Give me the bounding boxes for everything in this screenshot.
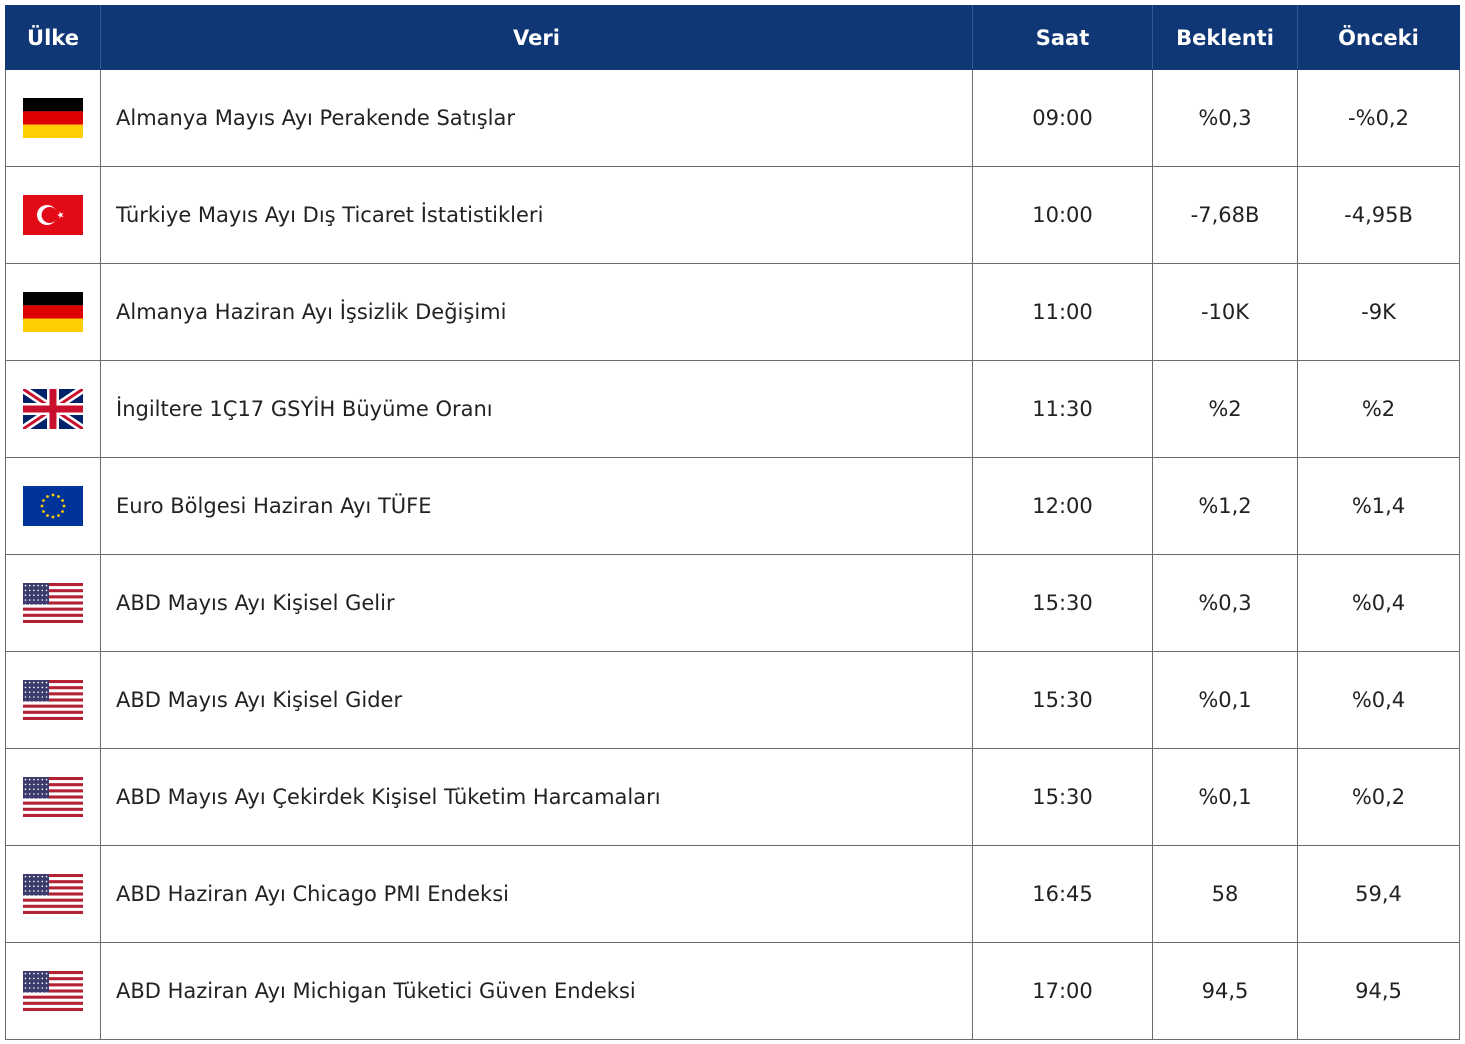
time-cell: 12:00 [973, 458, 1153, 555]
table-row [6, 652, 1460, 749]
table-row [6, 749, 1460, 846]
country-cell [6, 555, 101, 652]
previous-cell: -9K [1298, 264, 1460, 361]
header-data: Veri [101, 6, 973, 70]
previous-cell: -%0,2 [1298, 70, 1460, 167]
usa-flag-icon [23, 777, 83, 817]
data-cell: Almanya Haziran Ayı İşsizlik Değişimi [101, 264, 973, 361]
country-cell [6, 167, 101, 264]
usa-flag-icon [23, 874, 83, 914]
data-cell: ABD Mayıs Ayı Çekirdek Kişisel Tüketim Harcamaları [101, 749, 973, 846]
country-cell [6, 361, 101, 458]
previous-cell: -4,95B [1298, 167, 1460, 264]
data-cell: ABD Haziran Ayı Chicago PMI Endeksi [101, 846, 973, 943]
expected-cell: 94,5 [1153, 943, 1298, 1040]
header-country: Ülke [6, 6, 101, 70]
table-row [6, 458, 1460, 555]
table-row [6, 846, 1460, 943]
usa-flag-icon [23, 680, 83, 720]
previous-cell: %0,4 [1298, 555, 1460, 652]
usa-flag-icon [23, 583, 83, 623]
country-cell [6, 652, 101, 749]
data-cell: Türkiye Mayıs Ayı Dış Ticaret İstatistikleri [101, 167, 973, 264]
germany-flag-icon [23, 292, 83, 332]
country-cell [6, 70, 101, 167]
germany-flag-icon [23, 98, 83, 138]
previous-cell: %0,2 [1298, 749, 1460, 846]
country-cell [6, 264, 101, 361]
uk-flag-icon [23, 389, 83, 429]
time-cell: 09:00 [973, 70, 1153, 167]
country-cell [6, 846, 101, 943]
header-previous: Önceki [1298, 6, 1460, 70]
expected-cell: %0,1 [1153, 652, 1298, 749]
previous-cell: %1,4 [1298, 458, 1460, 555]
time-cell: 15:30 [973, 555, 1153, 652]
previous-cell: %0,4 [1298, 652, 1460, 749]
turkey-flag-icon [23, 195, 83, 235]
header-row [6, 6, 1460, 70]
time-cell: 15:30 [973, 749, 1153, 846]
expected-cell: -10K [1153, 264, 1298, 361]
data-cell: Euro Bölgesi Haziran Ayı TÜFE [101, 458, 973, 555]
expected-cell: %0,3 [1153, 70, 1298, 167]
expected-cell: %0,3 [1153, 555, 1298, 652]
data-cell: ABD Haziran Ayı Michigan Tüketici Güven Endeksi [101, 943, 973, 1040]
time-cell: 15:30 [973, 652, 1153, 749]
time-cell: 16:45 [973, 846, 1153, 943]
data-cell: ABD Mayıs Ayı Kişisel Gider [101, 652, 973, 749]
time-cell: 11:30 [973, 361, 1153, 458]
previous-cell: 59,4 [1298, 846, 1460, 943]
time-cell: 10:00 [973, 167, 1153, 264]
country-cell [6, 458, 101, 555]
expected-cell: %1,2 [1153, 458, 1298, 555]
table-row [6, 167, 1460, 264]
header-time: Saat [973, 6, 1153, 70]
data-cell: Almanya Mayıs Ayı Perakende Satışlar [101, 70, 973, 167]
country-cell [6, 749, 101, 846]
usa-flag-icon [23, 971, 83, 1011]
header-expected: Beklenti [1153, 6, 1298, 70]
expected-cell: 58 [1153, 846, 1298, 943]
table-row [6, 264, 1460, 361]
previous-cell: %2 [1298, 361, 1460, 458]
country-cell [6, 943, 101, 1040]
table-row [6, 361, 1460, 458]
expected-cell: %2 [1153, 361, 1298, 458]
economic-calendar-table [5, 5, 1460, 1040]
eu-flag-icon [23, 486, 83, 526]
expected-cell: -7,68B [1153, 167, 1298, 264]
expected-cell: %0,1 [1153, 749, 1298, 846]
time-cell: 17:00 [973, 943, 1153, 1040]
table-row [6, 70, 1460, 167]
table-row [6, 555, 1460, 652]
data-cell: ABD Mayıs Ayı Kişisel Gelir [101, 555, 973, 652]
data-cell: İngiltere 1Ç17 GSYİH Büyüme Oranı [101, 361, 973, 458]
table-row [6, 943, 1460, 1040]
previous-cell: 94,5 [1298, 943, 1460, 1040]
time-cell: 11:00 [973, 264, 1153, 361]
